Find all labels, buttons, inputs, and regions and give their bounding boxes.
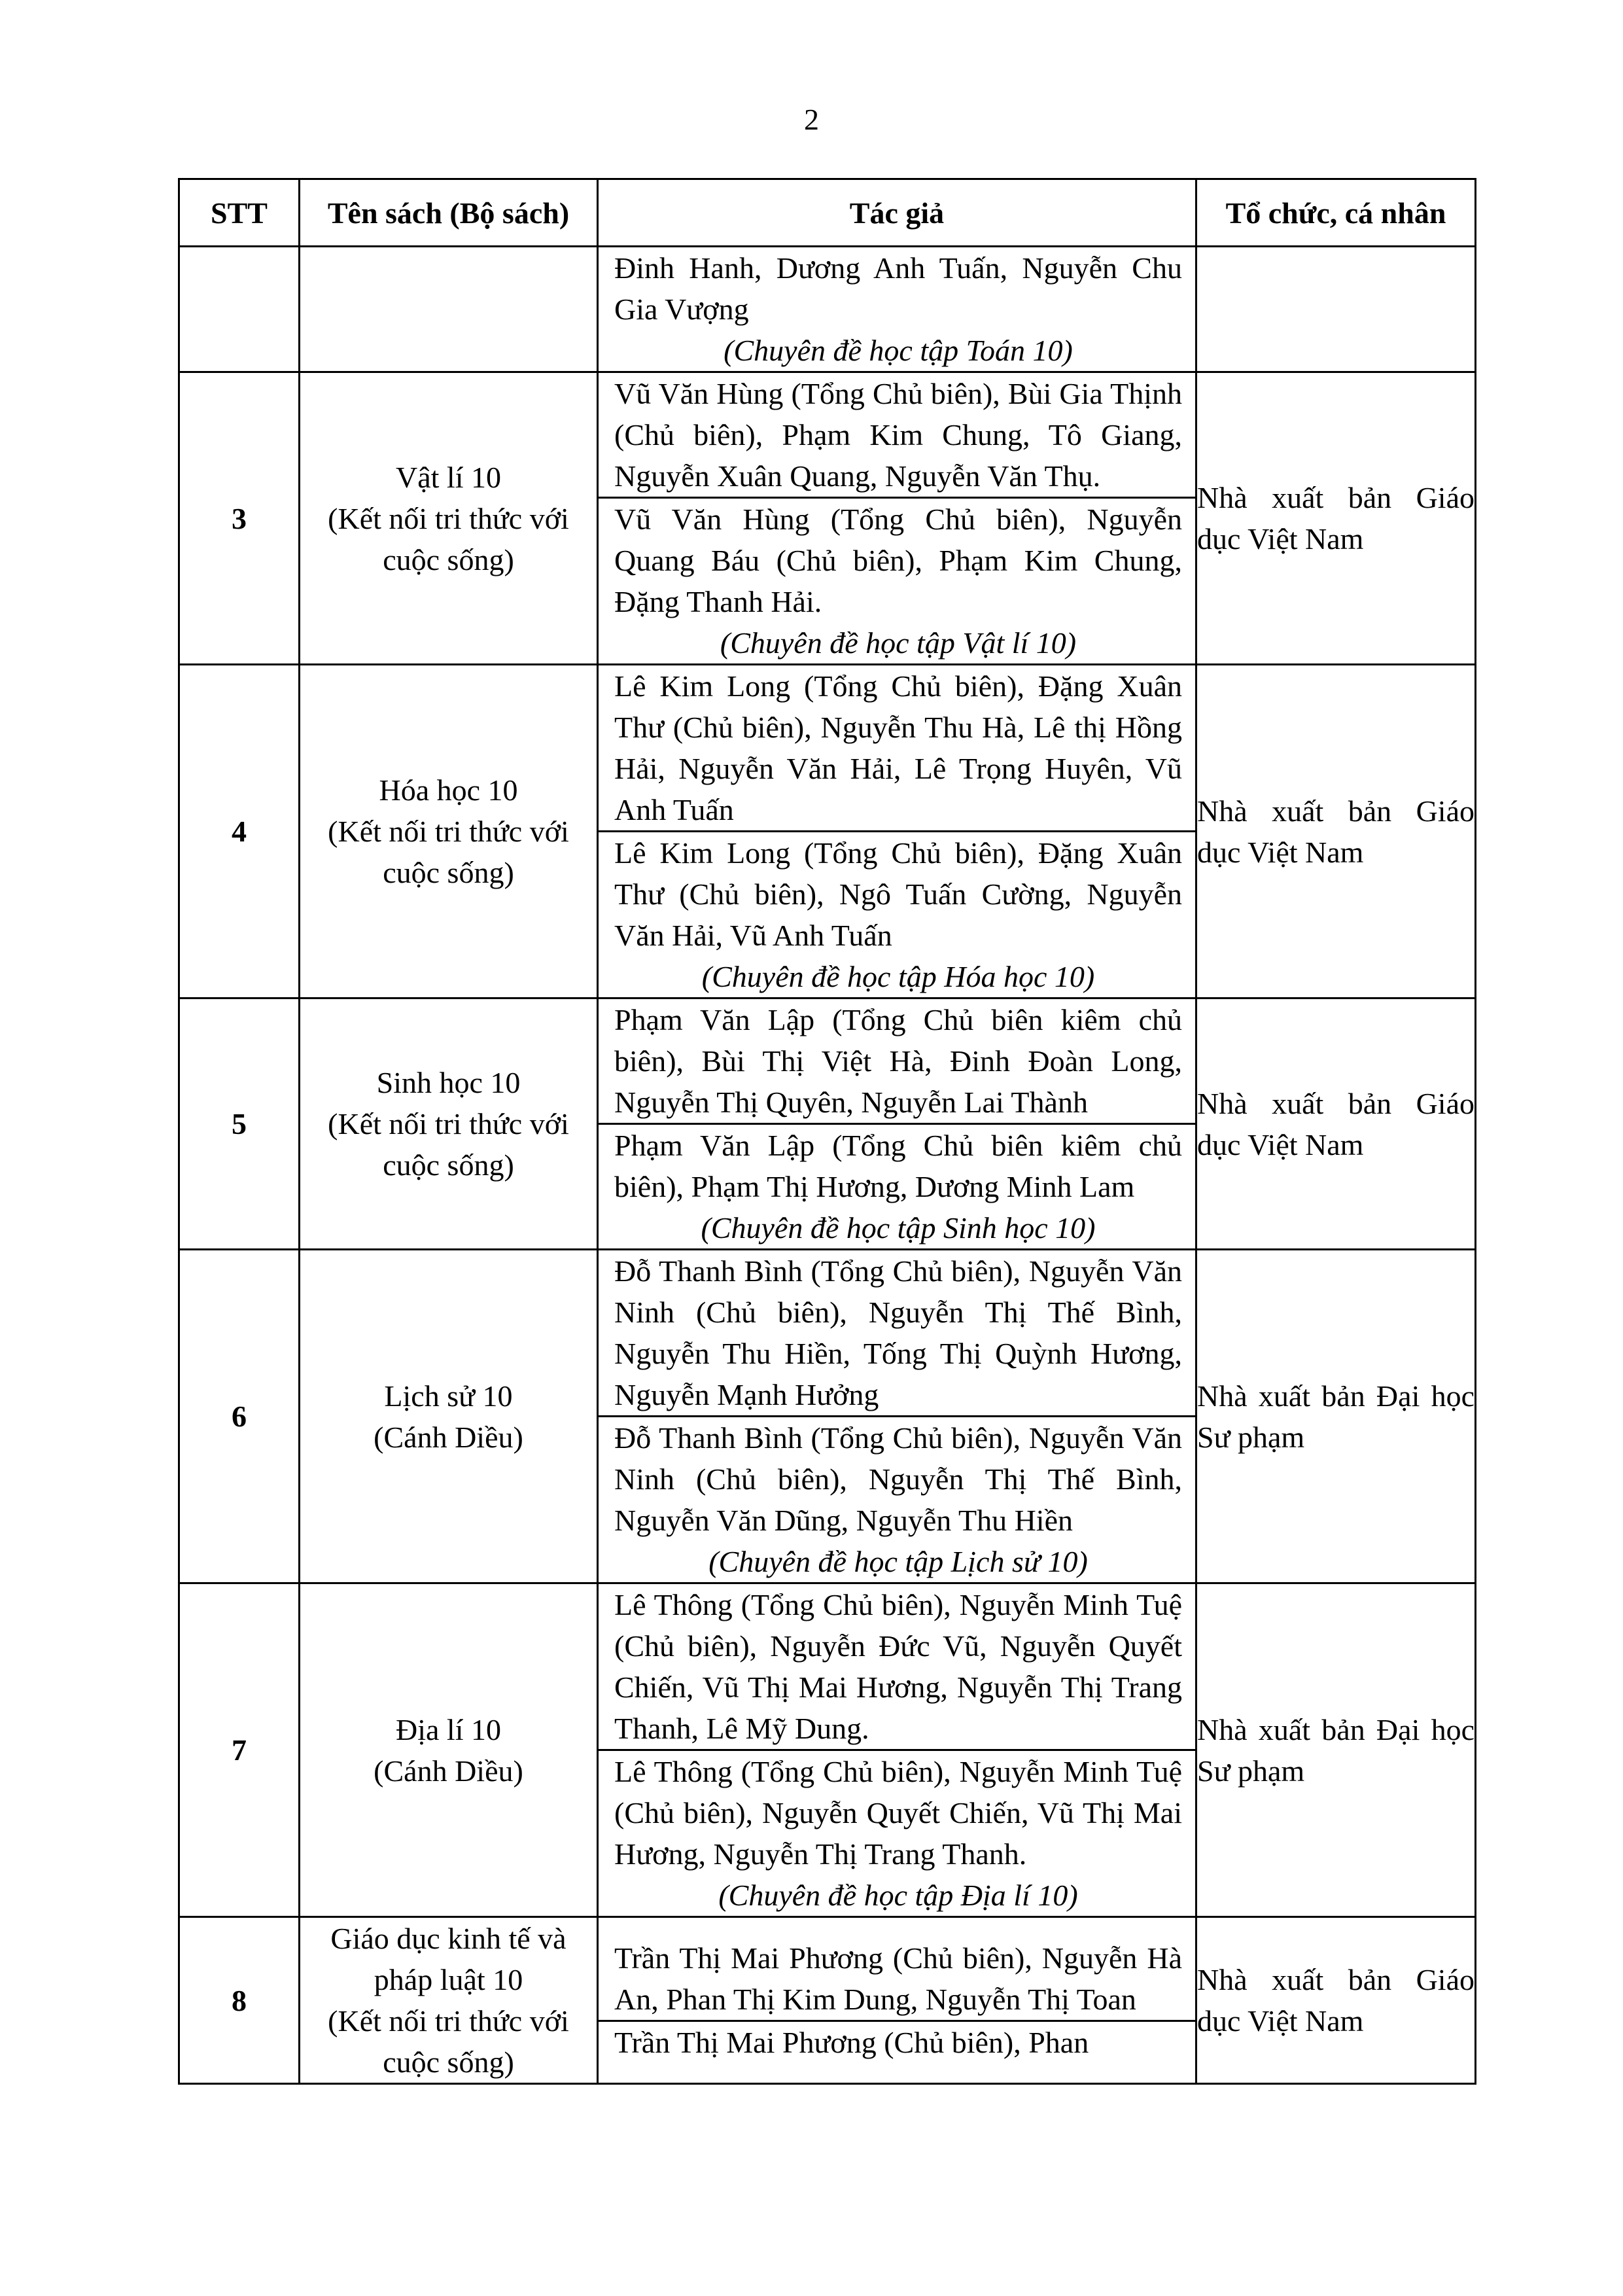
author-text: Đỗ Thanh Bình (Tổng Chủ biên), Nguyễn Văn Ninh (Chủ biên), Nguyễn Thị Thế Bình, Nguyễn Thu Hiền, Tống Thị Quỳnh Hương, Nguyễn Mạnh Hưởng: [614, 1254, 1182, 1411]
author-text: Lê Kim Long (Tổng Chủ biên), Đặng Xuân Thư (Chủ biên), Nguyễn Thu Hà, Lê thị Hồng Hải, Nguyễn Văn Hải, Lê Trọng Huyên, Vũ Anh Tuấn: [614, 669, 1182, 826]
header-book: Tên sách (Bộ sách): [300, 179, 598, 247]
author-block: [599, 247, 1195, 371]
book-title-line: Lịch sử 10: [384, 1379, 513, 1413]
author-block: [599, 1937, 1195, 2020]
table-header-row: [179, 179, 1476, 247]
author-text: Trần Thị Mai Phương (Chủ biên), Nguyễn Hà An, Phan Thị Kim Dung, Nguyễn Thị Toan: [614, 1941, 1182, 2016]
row-publisher: Nhà xuất bản Giáo dục Việt Nam: [1196, 372, 1476, 665]
book-title-line: (Kết nối tri thức với: [328, 501, 569, 535]
row-authors: [598, 1917, 1196, 2084]
row-publisher: [1196, 247, 1476, 372]
row-book-title: [300, 1917, 598, 2084]
book-title-line: cuộc sống): [383, 542, 514, 576]
row-stt: 7: [179, 1583, 300, 1917]
row-authors: [598, 1250, 1196, 1583]
row-stt: [179, 247, 300, 372]
author-block: [599, 1415, 1195, 1582]
row-stt: 5: [179, 998, 300, 1250]
author-block: [599, 1584, 1195, 1749]
page-number: 2: [804, 103, 819, 136]
row-stt: 4: [179, 665, 300, 998]
author-text: Phạm Văn Lập (Tổng Chủ biên kiêm chủ biên), Phạm Thị Hương, Dương Minh Lam: [614, 1129, 1182, 1203]
topic-note: (Chuyên đề học tập Sinh học 10): [701, 1211, 1096, 1245]
row-authors: [598, 247, 1196, 372]
author-block: [599, 830, 1195, 997]
author-text: Trần Thị Mai Phương (Chủ biên), Phan: [614, 2026, 1089, 2059]
author-text: Đỗ Thanh Bình (Tổng Chủ biên), Nguyễn Văn Ninh (Chủ biên), Nguyễn Thị Thế Bình, Nguyễn Văn Dũng, Nguyễn Thu Hiền: [614, 1421, 1182, 1537]
row-stt: 3: [179, 372, 300, 665]
row-authors: [598, 665, 1196, 998]
book-title-line: (Cánh Diều): [374, 1754, 523, 1788]
row-book-title: [300, 372, 598, 665]
row-book-title: [300, 1250, 598, 1583]
author-block: [599, 1749, 1195, 1916]
row-publisher: Nhà xuất bản Giáo dục Việt Nam: [1196, 998, 1476, 1250]
row-publisher: Nhà xuất bản Đại học Sư phạm: [1196, 1250, 1476, 1583]
book-title-line: cuộc sống): [383, 2045, 514, 2079]
author-block: [599, 999, 1195, 1123]
table-row: [179, 1583, 1476, 1917]
row-book-title: [300, 247, 598, 372]
table-row: [179, 998, 1476, 1250]
row-publisher: Nhà xuất bản Giáo dục Việt Nam: [1196, 665, 1476, 998]
author-block: [599, 665, 1195, 830]
book-title-line: Địa lí 10: [396, 1712, 501, 1746]
author-block: [599, 497, 1195, 663]
book-title-line: (Kết nối tri thức với: [328, 1107, 569, 1140]
author-text: Đinh Hanh, Dương Anh Tuấn, Nguyễn Chu Gia Vượng: [614, 251, 1182, 326]
book-title-line: (Kết nối tri thức với: [328, 815, 569, 848]
textbook-table: [178, 178, 1476, 2085]
row-publisher: Nhà xuất bản Giáo dục Việt Nam: [1196, 1917, 1476, 2084]
row-stt: 6: [179, 1250, 300, 1583]
topic-note: (Chuyên đề học tập Vật lí 10): [720, 626, 1077, 660]
table-row: [179, 1250, 1476, 1583]
author-text: Lê Thông (Tổng Chủ biên), Nguyễn Minh Tuệ (Chủ biên), Nguyễn Quyết Chiến, Vũ Thị Mai Hương, Nguyễn Thị Trang Thanh.: [614, 1755, 1182, 1871]
table-row: [179, 1917, 1476, 2084]
topic-note: (Chuyên đề học tập Lịch sử 10): [708, 1545, 1088, 1578]
row-book-title: [300, 1583, 598, 1917]
book-title-line: Giáo dục kinh tế và: [330, 1922, 567, 1955]
author-text: Vũ Văn Hùng (Tổng Chủ biên), Nguyễn Quang Báu (Chủ biên), Phạm Kim Chung, Đặng Thanh Hải.: [614, 503, 1182, 618]
header-authors: Tác giả: [598, 179, 1196, 247]
author-block: [599, 1250, 1195, 1415]
header-stt: STT: [179, 179, 300, 247]
book-title-line: pháp luật 10: [374, 1963, 523, 1996]
row-stt: 8: [179, 1917, 300, 2084]
book-title-line: Hóa học 10: [379, 773, 518, 807]
author-text: Vũ Văn Hùng (Tổng Chủ biên), Bùi Gia Thịnh (Chủ biên), Phạm Kim Chung, Tô Giang, Nguyễn Xuân Quang, Nguyễn Văn Thụ.: [614, 377, 1182, 493]
book-title-line: (Cánh Diều): [374, 1420, 523, 1454]
book-title-line: cuộc sống): [383, 1148, 514, 1182]
author-block: [599, 1123, 1195, 1248]
row-authors: [598, 1583, 1196, 1917]
author-text: Lê Kim Long (Tổng Chủ biên), Đặng Xuân Thư (Chủ biên), Ngô Tuấn Cường, Nguyễn Văn Hải, Vũ Anh Tuấn: [614, 836, 1182, 952]
table-row: [179, 247, 1476, 372]
topic-note: (Chuyên đề học tập Toán 10): [724, 334, 1073, 367]
table-row: [179, 372, 1476, 665]
header-org: Tổ chức, cá nhân: [1196, 179, 1476, 247]
author-block: [599, 373, 1195, 497]
row-book-title: [300, 665, 598, 998]
topic-note: (Chuyên đề học tập Địa lí 10): [718, 1879, 1078, 1912]
author-text: Lê Thông (Tổng Chủ biên), Nguyễn Minh Tuệ (Chủ biên), Nguyễn Đức Vũ, Nguyễn Quyết Chiến, Vũ Thị Mai Hương, Nguyễn Thị Trang Thanh, Lê Mỹ Dung.: [614, 1588, 1182, 1745]
author-block: [599, 2020, 1195, 2063]
book-title-line: Vật lí 10: [396, 460, 501, 494]
row-authors: [598, 372, 1196, 665]
table-row: [179, 665, 1476, 998]
topic-note: (Chuyên đề học tập Hóa học 10): [701, 960, 1095, 993]
book-title-line: Sinh học 10: [376, 1066, 521, 1099]
author-text: Phạm Văn Lập (Tổng Chủ biên kiêm chủ biên), Bùi Thị Việt Hà, Đinh Đoàn Long, Nguyễn Thị Quyên, Nguyễn Lai Thành: [614, 1003, 1182, 1119]
row-authors: [598, 998, 1196, 1250]
row-book-title: [300, 998, 598, 1250]
book-title-line: (Kết nối tri thức với: [328, 2004, 569, 2038]
book-title-line: cuộc sống): [383, 856, 514, 889]
row-publisher: Nhà xuất bản Đại học Sư phạm: [1196, 1583, 1476, 1917]
